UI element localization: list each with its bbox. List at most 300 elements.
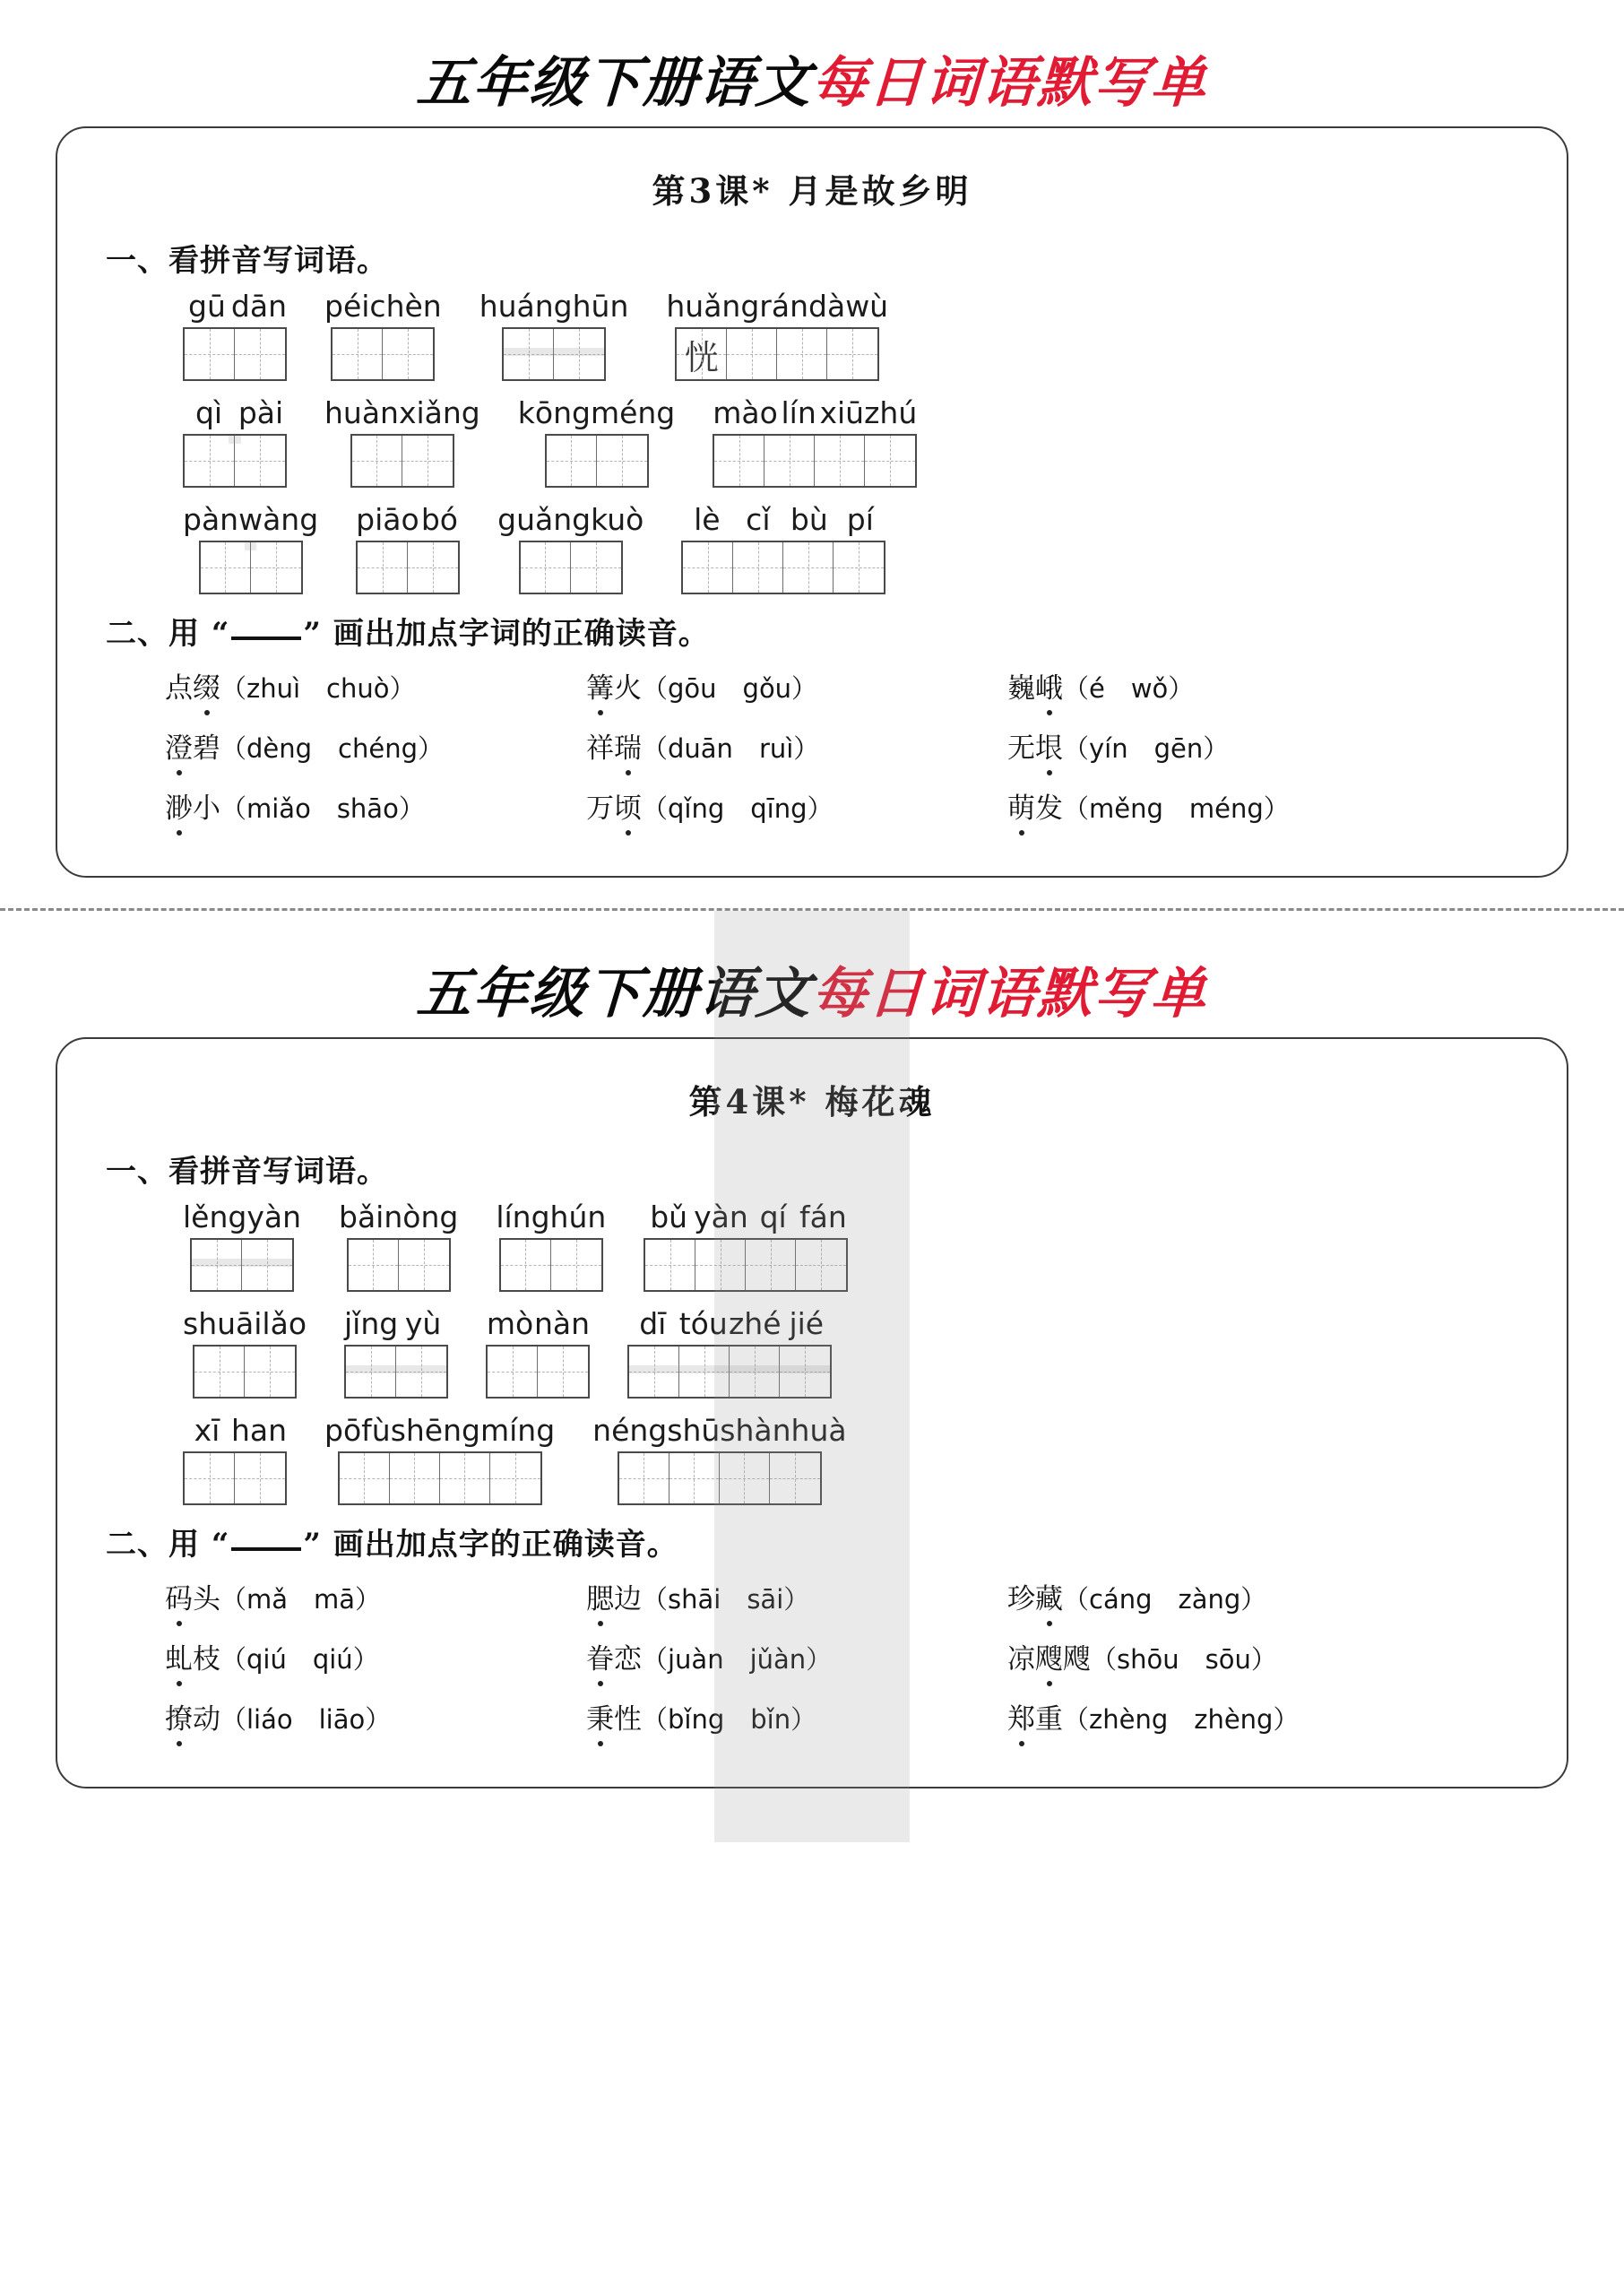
tianzige-cell[interactable]	[440, 1453, 490, 1503]
choice-row	[165, 725, 1549, 766]
choice-item[interactable]	[1007, 1696, 1429, 1736]
word-group	[666, 289, 888, 381]
tianzige-grid[interactable]	[644, 1238, 848, 1292]
pinyin-syllable: xiū	[819, 395, 865, 430]
word-group	[324, 1413, 555, 1505]
word-character: 性	[614, 1703, 642, 1736]
choice-item[interactable]	[165, 1696, 586, 1736]
pinyin-syllable: chèn	[369, 289, 442, 324]
pinyin-syllable: shēng	[390, 1413, 480, 1448]
dotted-character: 飕	[1035, 1636, 1063, 1676]
pinyin-row	[496, 1199, 606, 1234]
pinyin-options: （cáng zàng）	[1063, 1584, 1267, 1615]
tianzige-cell[interactable]	[235, 436, 285, 486]
choice-item[interactable]	[586, 785, 1007, 826]
tianzige-cell[interactable]	[677, 329, 727, 379]
pinyin-syllable: zhé	[728, 1306, 782, 1341]
lesson-title: 第4课* 梅花魂	[688, 1082, 936, 1122]
choice-row	[165, 665, 1549, 706]
tianzige-cell[interactable]	[504, 329, 554, 379]
tianzige-grid[interactable]	[713, 434, 917, 488]
pinyin-grid-row	[75, 1413, 1549, 1505]
pinyin-options: （qiú qiú）	[220, 1644, 379, 1675]
tianzige-grid[interactable]	[344, 1345, 448, 1399]
tianzige-grid[interactable]	[183, 434, 287, 488]
choice-row	[165, 1636, 1549, 1676]
pinyin-grid-row	[75, 1199, 1549, 1292]
section-2-heading-pre: 二、用 “	[106, 1527, 230, 1563]
pinyin-row	[183, 289, 287, 324]
pinyin-grid-row	[75, 1306, 1549, 1399]
pinyin-syllable: piāo	[356, 502, 419, 537]
pinyin-row	[356, 502, 460, 537]
word-group	[324, 289, 442, 381]
choice-row	[165, 1696, 1549, 1736]
pinyin-options: （mǎ mā）	[220, 1584, 382, 1615]
tianzige-cell[interactable]	[746, 1240, 796, 1290]
choice-item[interactable]	[586, 725, 1007, 766]
tianzige-cell[interactable]	[695, 1240, 746, 1290]
dotted-character: 瑞	[614, 725, 642, 766]
tianzige-grid[interactable]	[681, 541, 885, 594]
tianzige-cell[interactable]	[551, 1240, 601, 1290]
pinyin-row	[183, 502, 318, 537]
tianzige-cell[interactable]	[865, 436, 915, 486]
choice-list	[75, 1576, 1549, 1736]
pinyin-options: （gōu gǒu）	[642, 673, 818, 704]
pinyin-syllable: dà	[808, 289, 846, 324]
dotted-character: 虬	[165, 1636, 193, 1676]
tianzige-cell[interactable]	[834, 542, 884, 593]
choice-item[interactable]	[586, 1696, 1007, 1736]
pinyin-row	[627, 1306, 832, 1341]
word-character: 动	[193, 1703, 220, 1736]
word-group	[324, 395, 480, 488]
title-red-text: 每日词语默写单	[810, 51, 1209, 115]
pinyin-syllable: bó	[420, 502, 458, 537]
word-group	[681, 502, 885, 594]
pinyin-options: （měng méng）	[1063, 793, 1290, 824]
tianzige-cell[interactable]	[521, 542, 571, 593]
choice-item[interactable]	[165, 1576, 586, 1616]
pinyin-row	[183, 1306, 307, 1341]
word-group	[183, 1199, 301, 1292]
pinyin-row	[681, 502, 885, 537]
dotted-character: 垠	[1035, 725, 1063, 766]
pinyin-syllable: qì	[194, 395, 223, 430]
tianzige-cell[interactable]	[349, 1240, 399, 1290]
tianzige-cell[interactable]	[352, 436, 402, 486]
word-character: 恋	[614, 1643, 642, 1676]
pinyin-row	[486, 1306, 590, 1341]
pinyin-syllable: kōng	[517, 395, 591, 430]
pinyin-row	[339, 1199, 458, 1234]
pinyin-row	[183, 1199, 301, 1234]
tianzige-cell[interactable]	[251, 542, 301, 593]
section-2-heading	[106, 609, 1549, 653]
pinyin-syllable: hūn	[572, 289, 629, 324]
section-2-heading-post: ” 画出加点字的正确读音。	[303, 1527, 678, 1563]
pinyin-syllable: pí	[846, 502, 874, 537]
pinyin-syllable: pài	[238, 395, 284, 430]
word-character: 发	[1035, 792, 1063, 825]
tianzige-cell[interactable]	[554, 329, 604, 379]
pinyin-syllable: wù	[845, 289, 889, 324]
tianzige-cell[interactable]	[185, 1453, 235, 1503]
pinyin-row	[497, 502, 644, 537]
pinyin-row	[183, 395, 287, 430]
word-character: 点	[165, 672, 193, 705]
word-character: 碧	[193, 732, 220, 765]
pinyin-syllable: huáng	[479, 289, 573, 324]
pinyin-options: （zhuì chuò）	[220, 673, 416, 704]
word-group	[644, 1199, 848, 1292]
tianzige-cell[interactable]	[408, 542, 458, 593]
pinyin-syllable: míng	[479, 1413, 556, 1448]
tianzige-cell[interactable]	[780, 1347, 830, 1397]
tianzige-cell[interactable]	[390, 1453, 440, 1503]
tianzige-cell[interactable]	[815, 436, 865, 486]
word-character: 枝	[193, 1643, 220, 1676]
tianzige-grid[interactable]	[347, 1238, 451, 1292]
word-group	[479, 289, 629, 381]
pinyin-syllable: nòng	[384, 1199, 459, 1234]
pinyin-options: （é wǒ）	[1063, 673, 1195, 704]
pinyin-syllable: lǎo	[262, 1306, 307, 1341]
tianzige-grid[interactable]	[545, 434, 649, 488]
tianzige-cell[interactable]	[192, 1240, 242, 1290]
worksheet-title	[0, 0, 1624, 126]
tianzige-cell[interactable]	[764, 436, 815, 486]
underline-mark-icon	[231, 1547, 301, 1551]
pinyin-options: （miǎo shāo）	[220, 793, 425, 824]
pinyin-syllable: pō	[324, 1413, 362, 1448]
pinyin-options: （juàn jǔàn）	[642, 1644, 833, 1675]
choice-item[interactable]	[1007, 1576, 1429, 1616]
section-1-heading: 一、看拼音写词语。	[106, 243, 388, 279]
tianzige-grid[interactable]	[190, 1238, 294, 1292]
choice-item[interactable]	[1007, 785, 1429, 826]
pinyin-syllable: xī	[194, 1413, 220, 1448]
dotted-character: 秉	[586, 1696, 614, 1736]
section-2-heading-pre: 二、用 “	[106, 616, 230, 652]
dotted-character: 郑	[1007, 1696, 1035, 1736]
pinyin-row	[666, 289, 888, 324]
section-2-heading	[106, 1520, 1549, 1563]
tianzige-cell[interactable]	[399, 1240, 449, 1290]
word-group	[183, 502, 318, 594]
pinyin-syllable: líng	[496, 1199, 550, 1234]
word-group	[183, 1413, 287, 1505]
tianzige-cell[interactable]	[679, 1347, 730, 1397]
tianzige-cell[interactable]	[720, 1453, 770, 1503]
pinyin-syllable: hún	[549, 1199, 607, 1234]
tianzige-grid[interactable]	[627, 1345, 832, 1399]
choice-item[interactable]	[165, 725, 586, 766]
tianzige-grid[interactable]	[350, 434, 454, 488]
worksheet	[0, 911, 1624, 1842]
pinyin-syllable: rán	[759, 289, 809, 324]
dotted-character: 藏	[1035, 1576, 1063, 1616]
tianzige-cell[interactable]	[185, 329, 235, 379]
pinyin-syllable: lín	[781, 395, 816, 430]
pinyin-syllable: guǎng	[497, 502, 592, 537]
dotted-character: 缀	[193, 665, 220, 706]
worksheet-card	[56, 1037, 1568, 1788]
tianzige-cell[interactable]	[571, 542, 621, 593]
pinyin-syllable: péi	[324, 289, 370, 324]
choice-item[interactable]	[165, 785, 586, 826]
handwritten-character: 恍	[684, 337, 719, 377]
choice-item[interactable]	[586, 1636, 1007, 1676]
tianzige-cell[interactable]	[185, 436, 235, 486]
word-character: 凉	[1007, 1643, 1035, 1676]
tianzige-cell[interactable]	[242, 1240, 292, 1290]
word-character: 飕	[1063, 1643, 1091, 1676]
choice-list	[75, 665, 1549, 826]
word-character: 无	[1007, 732, 1035, 765]
pinyin-options: （shāi sāi）	[642, 1584, 810, 1615]
word-group	[356, 502, 460, 594]
pinyin-row	[183, 1413, 287, 1448]
tianzige-cell[interactable]	[727, 329, 777, 379]
tianzige-cell[interactable]	[488, 1347, 538, 1397]
tianzige-cell[interactable]	[547, 436, 597, 486]
section-1-heading: 一、看拼音写词语。	[106, 1154, 388, 1190]
pinyin-syllable: dān	[230, 289, 287, 324]
dotted-character: 渺	[165, 785, 193, 826]
pinyin-syllable: bù	[790, 502, 828, 537]
tianzige-cell[interactable]	[538, 1347, 588, 1397]
pinyin-grid-row	[75, 502, 1549, 594]
pinyin-syllable: huà	[790, 1413, 847, 1448]
tianzige-grid[interactable]	[183, 1451, 287, 1505]
pinyin-options: （shōu sōu）	[1091, 1644, 1277, 1675]
choice-item[interactable]	[586, 1576, 1007, 1616]
pinyin-options: （zhèng zhèng）	[1063, 1704, 1300, 1735]
pinyin-syllable: shū	[667, 1413, 721, 1448]
pinyin-syllable: gū	[188, 289, 226, 324]
word-character: 头	[193, 1583, 220, 1615]
tianzige-cell[interactable]	[783, 542, 834, 593]
dotted-character: 腮	[586, 1576, 614, 1616]
pinyin-syllable: yù	[404, 1306, 442, 1341]
choice-row	[165, 1576, 1549, 1616]
pinyin-options: （liáo liāo）	[220, 1704, 392, 1735]
tianzige-grid[interactable]	[499, 1238, 603, 1292]
pinyin-row	[713, 395, 917, 430]
pinyin-syllable: tóu	[678, 1306, 728, 1341]
word-character: 边	[614, 1583, 642, 1615]
tianzige-grid[interactable]	[199, 541, 303, 594]
dotted-character: 峨	[1035, 665, 1063, 706]
pinyin-options: （yín gēn）	[1063, 733, 1230, 764]
word-character: 万	[586, 792, 614, 825]
worksheet-card	[56, 126, 1568, 878]
tianzige-grid[interactable]	[675, 327, 879, 381]
choice-item[interactable]	[1007, 1636, 1429, 1676]
word-character: 祥	[586, 732, 614, 765]
pinyin-syllable: méng	[590, 395, 676, 430]
pinyin-syllable: shàn	[720, 1413, 791, 1448]
tianzige-cell[interactable]	[194, 1347, 245, 1397]
tianzige-cell[interactable]	[827, 329, 877, 379]
pinyin-syllable: jié	[789, 1306, 825, 1341]
pinyin-syllable: huǎng	[666, 289, 760, 324]
pinyin-options: （qǐng qīng）	[642, 793, 834, 824]
word-group	[344, 1306, 448, 1399]
pinyin-syllable: fán	[799, 1199, 847, 1234]
tianzige-cell[interactable]	[245, 1347, 295, 1397]
choice-row	[165, 785, 1549, 826]
tianzige-cell[interactable]	[733, 542, 783, 593]
pinyin-syllable: mào	[713, 395, 778, 430]
tianzige-grid[interactable]	[183, 327, 287, 381]
title-red-text: 每日词语默写单	[810, 962, 1209, 1026]
title-black-text: 五年级下册语文	[415, 51, 814, 115]
tianzige-grid[interactable]	[338, 1451, 542, 1505]
tianzige-cell[interactable]	[796, 1240, 846, 1290]
pinyin-syllable: dī	[639, 1306, 667, 1341]
pinyin-syllable: mò	[486, 1306, 534, 1341]
tianzige-cell[interactable]	[669, 1453, 720, 1503]
pinyin-row	[324, 289, 442, 324]
pinyin-grid-row	[75, 289, 1549, 381]
dotted-character: 萌	[1007, 785, 1035, 826]
pinyin-syllable: xiǎng	[398, 395, 480, 430]
pinyin-syllable: han	[230, 1413, 287, 1448]
lesson-title: 第3课* 月是故乡明	[652, 171, 972, 211]
pinyin-syllable: lěng	[183, 1199, 247, 1234]
pinyin-syllable: pàn	[183, 502, 239, 537]
dotted-character: 眷	[586, 1636, 614, 1676]
tianzige-cell[interactable]	[235, 1453, 285, 1503]
pinyin-row	[644, 1199, 848, 1234]
tianzige-cell[interactable]	[235, 329, 285, 379]
word-character: 巍	[1007, 672, 1035, 705]
dotted-character: 篝	[586, 665, 614, 706]
pinyin-row	[324, 395, 480, 430]
tianzige-cell[interactable]	[333, 329, 383, 379]
word-group	[183, 1306, 307, 1399]
dotted-character: 顷	[614, 785, 642, 826]
word-group	[592, 1413, 846, 1505]
tianzige-cell[interactable]	[597, 436, 647, 486]
pinyin-options: （bǐng bǐn）	[642, 1704, 817, 1735]
pinyin-options: （dèng chéng）	[220, 733, 444, 764]
pinyin-syllable: lè	[694, 502, 721, 537]
pinyin-syllable: jǐng	[344, 1306, 399, 1341]
pinyin-row	[479, 289, 629, 324]
pinyin-syllable: huàn	[324, 395, 399, 430]
tianzige-grid[interactable]	[618, 1451, 822, 1505]
dotted-character: 撩	[165, 1696, 193, 1736]
underline-mark-icon	[231, 637, 301, 640]
tianzige-cell[interactable]	[645, 1240, 695, 1290]
pinyin-grid-row	[75, 395, 1549, 488]
choice-item[interactable]	[586, 665, 1007, 706]
bottom-spacer	[0, 1788, 1624, 1842]
word-group	[713, 395, 917, 488]
word-group	[627, 1306, 832, 1399]
choice-item[interactable]	[1007, 725, 1429, 766]
dotted-character: 码	[165, 1576, 193, 1616]
pinyin-row	[324, 1413, 555, 1448]
pinyin-row	[518, 395, 675, 430]
pinyin-syllable: zhú	[864, 395, 918, 430]
tianzige-cell[interactable]	[346, 1347, 396, 1397]
tianzige-cell[interactable]	[730, 1347, 780, 1397]
tianzige-cell[interactable]	[619, 1453, 669, 1503]
word-group	[339, 1199, 458, 1292]
word-group	[518, 395, 675, 488]
tianzige-cell[interactable]	[490, 1453, 540, 1503]
tianzige-cell[interactable]	[396, 1347, 446, 1397]
pinyin-syllable: bǎi	[339, 1199, 384, 1234]
worksheet-title	[0, 911, 1624, 1037]
tianzige-cell[interactable]	[358, 542, 408, 593]
pinyin-row	[344, 1306, 448, 1341]
pinyin-syllable: shuāi	[183, 1306, 263, 1341]
word-group	[497, 502, 644, 594]
section-2-heading-post: ” 画出加点字词的正确读音。	[303, 616, 710, 652]
pinyin-syllable: yàn	[246, 1199, 302, 1234]
worksheet	[0, 0, 1624, 911]
word-group	[183, 289, 287, 381]
tianzige-cell[interactable]	[201, 542, 251, 593]
tianzige-grid[interactable]	[356, 541, 460, 594]
pinyin-syllable: cǐ	[746, 502, 771, 537]
tianzige-grid[interactable]	[486, 1345, 590, 1399]
pinyin-syllable: qí	[759, 1199, 787, 1234]
choice-item[interactable]	[165, 1636, 586, 1676]
pinyin-syllable: yàn	[694, 1199, 748, 1234]
choice-item[interactable]	[165, 665, 586, 706]
pinyin-syllable: fù	[361, 1413, 391, 1448]
tianzige-cell[interactable]	[683, 542, 733, 593]
tianzige-cell[interactable]	[770, 1453, 820, 1503]
word-character: 小	[193, 792, 220, 825]
tianzige-cell[interactable]	[383, 329, 433, 379]
word-group	[183, 395, 287, 488]
tianzige-cell[interactable]	[402, 436, 453, 486]
tianzige-cell[interactable]	[629, 1347, 679, 1397]
word-character: 珍	[1007, 1583, 1035, 1615]
tianzige-cell[interactable]	[714, 436, 764, 486]
choice-item[interactable]	[1007, 665, 1429, 706]
pinyin-syllable: nàn	[533, 1306, 591, 1341]
word-character: 重	[1035, 1703, 1063, 1736]
word-group	[486, 1306, 590, 1399]
tianzige-grid[interactable]	[519, 541, 623, 594]
pinyin-syllable: néng	[592, 1413, 668, 1448]
tianzige-cell[interactable]	[501, 1240, 551, 1290]
pinyin-options: （duān ruì）	[642, 733, 820, 764]
pinyin-syllable: kuò	[591, 502, 644, 537]
pinyin-syllable: bǔ	[650, 1199, 688, 1234]
tianzige-grid[interactable]	[331, 327, 435, 381]
word-group	[496, 1199, 606, 1292]
title-black-text: 五年级下册语文	[415, 962, 814, 1026]
tianzige-cell[interactable]	[340, 1453, 390, 1503]
pinyin-syllable: wàng	[238, 502, 319, 537]
pinyin-row	[592, 1413, 846, 1448]
word-character: 火	[614, 672, 642, 705]
tianzige-cell[interactable]	[777, 329, 827, 379]
tianzige-grid[interactable]	[502, 327, 606, 381]
dotted-character: 澄	[165, 725, 193, 766]
tianzige-grid[interactable]	[193, 1345, 297, 1399]
